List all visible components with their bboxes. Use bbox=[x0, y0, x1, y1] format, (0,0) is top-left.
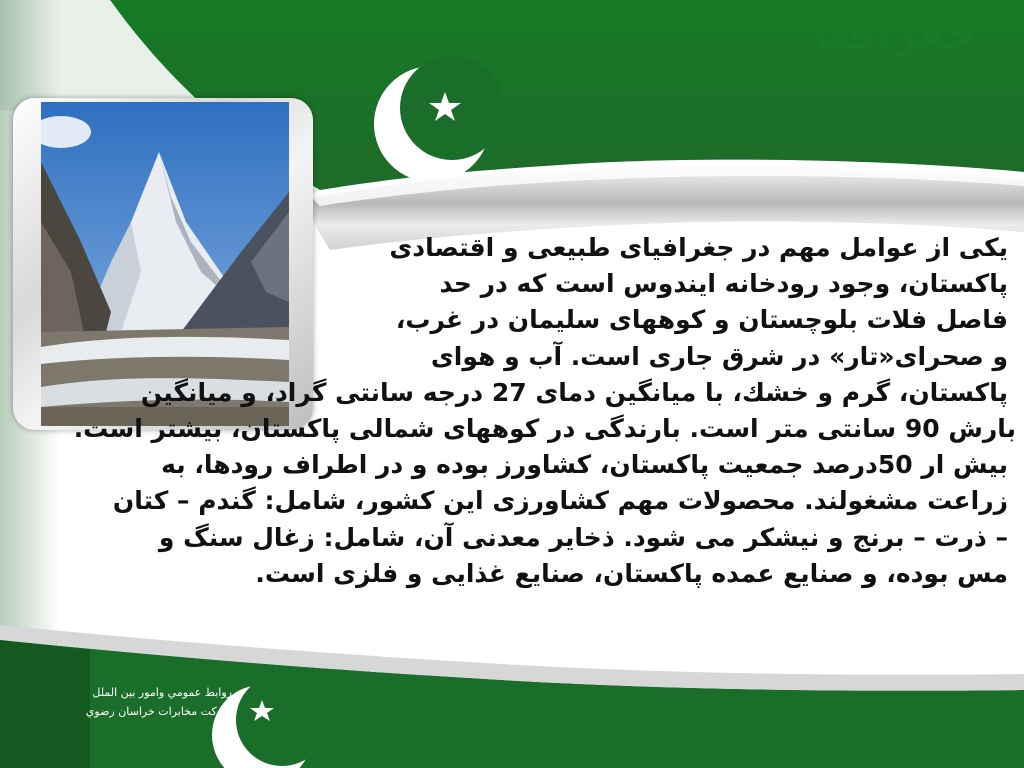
paragraph-line: بارش 90 سانتی متر است. بارندگی در کوههای شمالی پاکستان، بیشتر است. bbox=[73, 414, 1016, 444]
paragraph-line: پاکستان، وجود رودخانه ایندوس است که در حد bbox=[439, 269, 1008, 299]
slide-title: جغرافيا bbox=[813, 8, 976, 59]
paragraph-line: – ذرت – برنج و نیشکر می شود. ذخایر معدنی آن، شامل: زغال سنگ و bbox=[158, 522, 1008, 552]
footer-line-company: شركت مخابرات خراسان رضوي bbox=[85, 705, 232, 718]
body-paragraph bbox=[14, 230, 1016, 592]
paragraph-line: مس بوده، و صنایع عمده پاکستان، صنایع غذایی و فلزی است. bbox=[255, 558, 1008, 588]
paragraph-line: بیش ار 50درصد جمعیت پاکستان، کشاورز بوده و در اطراف رودها، به bbox=[161, 450, 1008, 480]
paragraph-line: فاصل فلات بلوچستان و کوههای سلیمان در غرب، bbox=[395, 305, 1008, 335]
paragraph-line: پاکستان، گرم و خشك، با میانگین دمای 27 درجه سانتی گراد، و میانگین bbox=[140, 377, 1008, 407]
paragraph-line: یکی از عوامل مهم در جغرافیای طبیعی و اقتصادی bbox=[389, 233, 1008, 262]
footer-credit bbox=[22, 683, 232, 721]
paragraph-line: زراعت مشغولند. محصولات مهم کشاورزی این کشور، شامل: گندم – کتان bbox=[112, 486, 1008, 516]
footer-line-department: روابط عمومي وامور بين الملل bbox=[92, 686, 232, 699]
paragraph-line: و صحرای«تار» در شرق جاری است. آب و هوای bbox=[430, 341, 1008, 371]
